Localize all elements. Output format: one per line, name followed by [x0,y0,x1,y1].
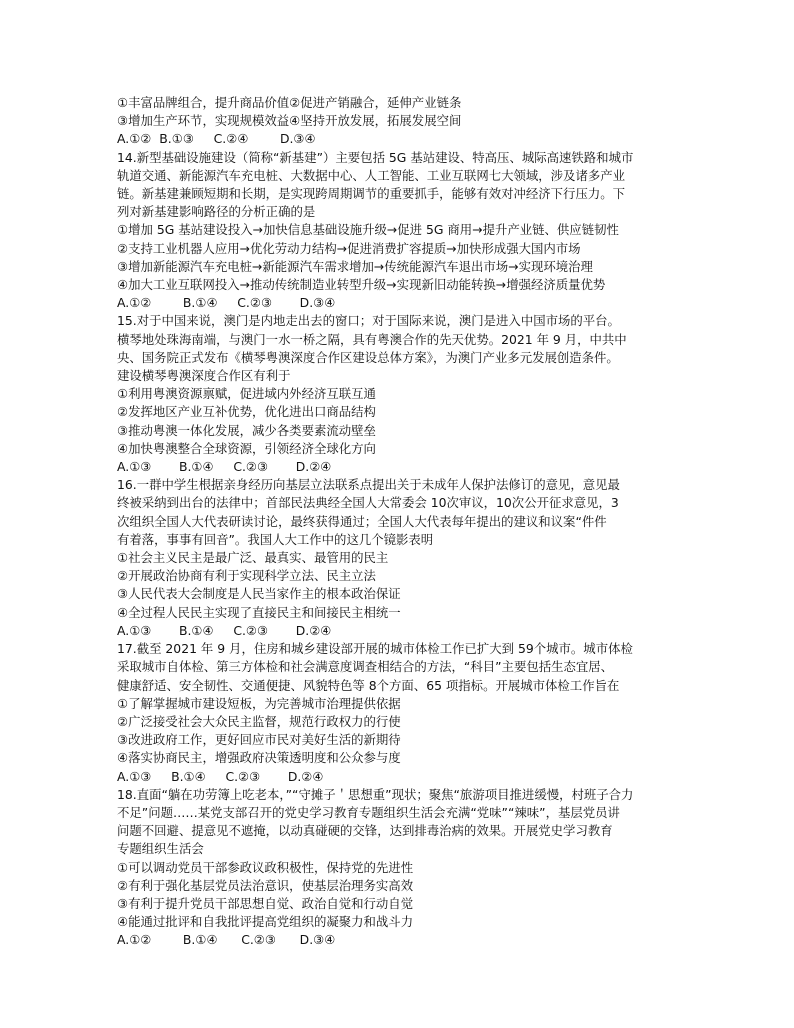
statement-line: ③推动粤澳一体化发展，减少各类要素流动壁垒 [117,422,376,438]
question-16 [117,476,677,640]
statement-line: ④加大工业互联网投入→推动传统制造业转型升级→实现新旧动能转换→增强经济质量优势 [117,277,606,293]
question-18 [117,786,677,950]
question-stem-line: 横琴地处珠海南端，与澳门一水一桥之隔，具有粤澳合作的先天优势。2021 年 9 月，中共中 [117,331,627,347]
statement-line: ③增加生产环节，实现规模效益④坚持开放发展，拓展发展空间 [117,113,462,129]
question-stem-line: 18.直面“躺在功劳簿上吃老本，”“守摊子＇思想重”现状；聚焦“旅游项目推进缓慢，村班子合力 [117,786,634,802]
question-stem-line: 链。新基建兼顾短期和长期，是实现跨周期调节的重要抓手，能够有效对冲经济下行压力。下 [117,186,626,202]
question-stem-line: 专题组织生活会 [117,841,204,857]
question-stem-line: 央、国务院正式发布《横琴粤澳深度合作区建设总体方案》，为澳门产业多元发展创造条件。 [117,349,619,365]
statement-line: ①利用粤澳资源禀赋，促进域内外经济互联互通 [117,386,376,402]
statement-line: ②有利于强化基层党员法治意识，使基层治理务实高效 [117,877,414,893]
question-stem-line: 问题不回避、提意见不遮掩，以动真碰硬的交锋，达到排毒治病的效果。开展党史学习教育 [117,823,613,839]
question-stem-line: 列对新基建影响路径的分析正确的是 [117,204,316,220]
statement-line: ②广泛接受社会大众民主监督，规范行政权力的行使 [117,713,401,729]
statement-line: ②支持工业机器人应用→优化劳动力结构→促进消费扩容提质→加快形成强大国内市场 [117,240,581,256]
question-stem-line: 17.截至 2021 年 9 月，住房和城乡建设部开展的城市体检工作已扩大到 59个城市。城市体检 [117,641,633,657]
question-stem-line: 16.一群中学生根据亲身经历向基层立法联系点提出关于未成年人保护法修订的意见，意见最 [117,477,620,493]
statement-line: ①增加 5G 基站建设投入→加快信息基础设施升级→促进 5G 商用→提升产业链、供应链韧性 [117,222,619,238]
statement-line: ③增加新能源汽车充电桩→新能源汽车需求增加→传统能源汽车退出市场→实现环境治理 [117,258,593,274]
question-stem-line: 次组织全国人大代表研读讨论，最终获得通过；全国人大代表每年提出的建议和议案“件件 [117,513,607,529]
statement-line: ②发挥地区产业互补优势，优化进出口商品结构 [117,404,376,420]
question-stem-line: 建设横琴粤澳深度合作区有利于 [117,368,291,384]
answer-options: A.①② B.①③ C.②④ D.③④ [117,131,316,147]
statement-line: ①社会主义民主是最广泛、最真实、最管用的民主 [117,550,389,566]
question-stem-line: 轨道交通、新能源汽车充电桩、大数据中心、人工智能、工业互联网七大领域，涉及诸多产业 [117,167,626,183]
question-stem-line: 15.对于中国来说，澳门是内地走出去的窗口；对于国际来说，澳门是进入中国市场的平台。 [117,313,620,329]
question-13-tail [117,94,677,149]
answer-options: A.①③ B.①④ C.②③ D.②④ [117,768,324,784]
statement-line: ①可以调动党员干部参政议政积极性，保持党的先进性 [117,859,414,875]
statement-line: ②开展政治协商有利于实现科学立法、民主立法 [117,568,376,584]
question-stem-line: 终被采纳到出台的法律中；首部民法典经全国人大常委会 10次审议，10次公开征求意见，3 [117,495,619,511]
question-stem-line: 有着落，事事有回音”。我国人大工作中的这几个镜影表明 [117,531,434,547]
question-stem-line: 健康舒适、安全韧性、交通便捷、风貌特色等 8个方面、65 项指标。开展城市体检工作旨在 [117,677,620,693]
statement-line: ④全过程人民民主实现了直接民主和间接民主相统一 [117,604,401,620]
answer-options: A.①③ B.①④ C.②③ D.②④ [117,622,332,638]
question-stem-line: 采取城市自体检、第三方体检和社会满意度调查相结合的方法，“科目”主要包括生态宜居、 [117,659,614,675]
statement-line: ①丰富品牌组合，提升商品价值②促进产销融合，延伸产业链条 [117,95,462,110]
statement-line: ④落实协商民主，增强政府决策透明度和公众参与度 [117,750,401,766]
answer-options: A.①③ B.①④ C.②③ D.②④ [117,459,332,475]
statement-line: ③改进政府工作，更好回应市民对美好生活的新期待 [117,732,401,748]
question-15 [117,312,677,476]
answer-options: A.①② B.①④ C.②③ D.③④ [117,932,336,948]
question-17 [117,640,677,786]
question-14 [117,149,677,313]
statement-line: ③有利于提升党员干部思想自觉、政治自觉和行动自觉 [117,895,414,911]
exam-page-content [117,94,677,950]
statement-line: ④加快粤澳整合全球资源，引领经济全球化方向 [117,440,376,456]
statement-line: ③人民代表大会制度是人民当家作主的根本政治保证 [117,586,401,602]
statement-line: ①了解掌握城市建设短板，为完善城市治理提供依据 [117,695,401,711]
statement-line: ④能通过批评和自我批评提高党组织的凝聚力和战斗力 [117,914,414,930]
question-stem-line: 不足”问题……某党支部召开的党史学习教育专题组织生活会充满“党味”“辣味”，基层党员讲 [117,804,620,820]
answer-options: A.①② B.①④ C.②③ D.③④ [117,295,336,311]
question-stem-line: 14.新型基础设施建设（简称“新基建”）主要包括 5G 基站建设、特高压、城际高速铁路和城市 [117,149,634,165]
